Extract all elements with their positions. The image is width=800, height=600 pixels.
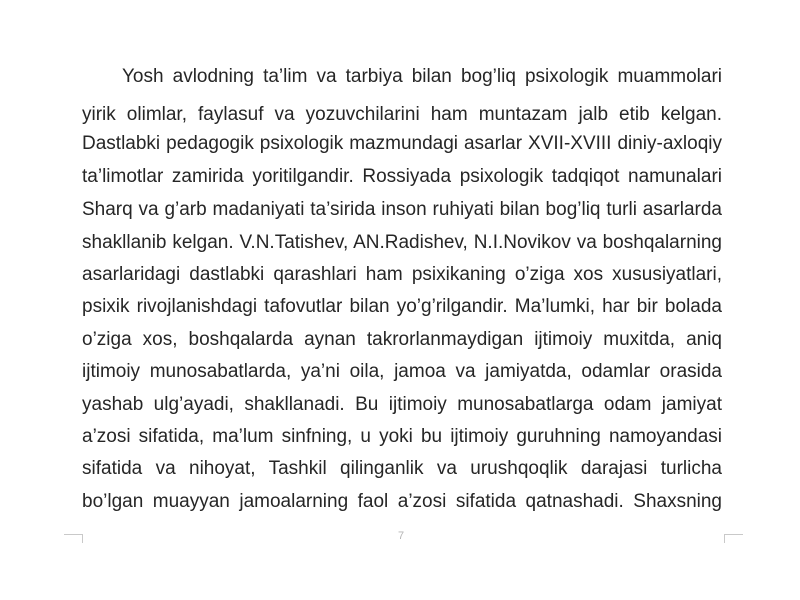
text-line: ta’limotlar zamirida yoritilgandir. Rossiyada psixologik tadqiqot namunalari <box>82 166 722 187</box>
text-line: asarlaridagi dastlabki qarashlari ham psixikaning o’ziga xos xususiyatlari, <box>82 264 722 285</box>
text-line: ijtimoiy munosabatlarda, ya’ni oila, jamoa va jamiyatda, odamlar orasida <box>82 361 722 382</box>
text-line: sifatida va nihoyat, Tashkil qilinganlik va urushqoqlik darajasi turlicha <box>82 458 722 479</box>
text-line: o’ziga xos, boshqalarda aynan takrorlanmaydigan ijtimoiy muxitda, aniq <box>82 329 722 350</box>
text-line: bo’lgan muayyan jamoalarning faol a’zosi sifatida qatnashadi. Shaxsning <box>82 491 722 512</box>
page-corner-mark-right <box>724 534 743 543</box>
text-line: Dastlabki pedagogik psixologik mazmundagi asarlar XVII-XVIII diniy-axloqiy <box>82 133 722 154</box>
text-line: shakllanib kelgan. V.N.Tatishev, AN.Radishev, N.I.Novikov va boshqalarning <box>82 232 722 253</box>
page-corner-mark-left <box>64 534 83 543</box>
text-line: psixik rivojlanishdagi tafovutlar bilan yo’g’rilgandir. Ma’lumki, har bir bolada <box>82 296 722 317</box>
text-line: Yosh avlodning ta’lim va tarbiya bilan bog’liq psixologik muammolari <box>122 66 722 87</box>
text-line: a’zosi sifatida, ma’lum sinfning, u yoki bu ijtimoiy guruhning namoyandasi <box>82 426 722 447</box>
text-line: Sharq va g’arb madaniyati ta’sirida inson ruhiyati bilan bog’liq turli asarlarda <box>82 199 722 220</box>
page-number: 7 <box>397 530 405 542</box>
text-line: yashab ulg’ayadi, shakllanadi. Bu ijtimoiy munosabatlarga odam jamiyat <box>82 394 722 415</box>
text-line: yirik olimlar, faylasuf va yozuvchilarini ham muntazam jalb etib kelgan. <box>82 104 722 125</box>
